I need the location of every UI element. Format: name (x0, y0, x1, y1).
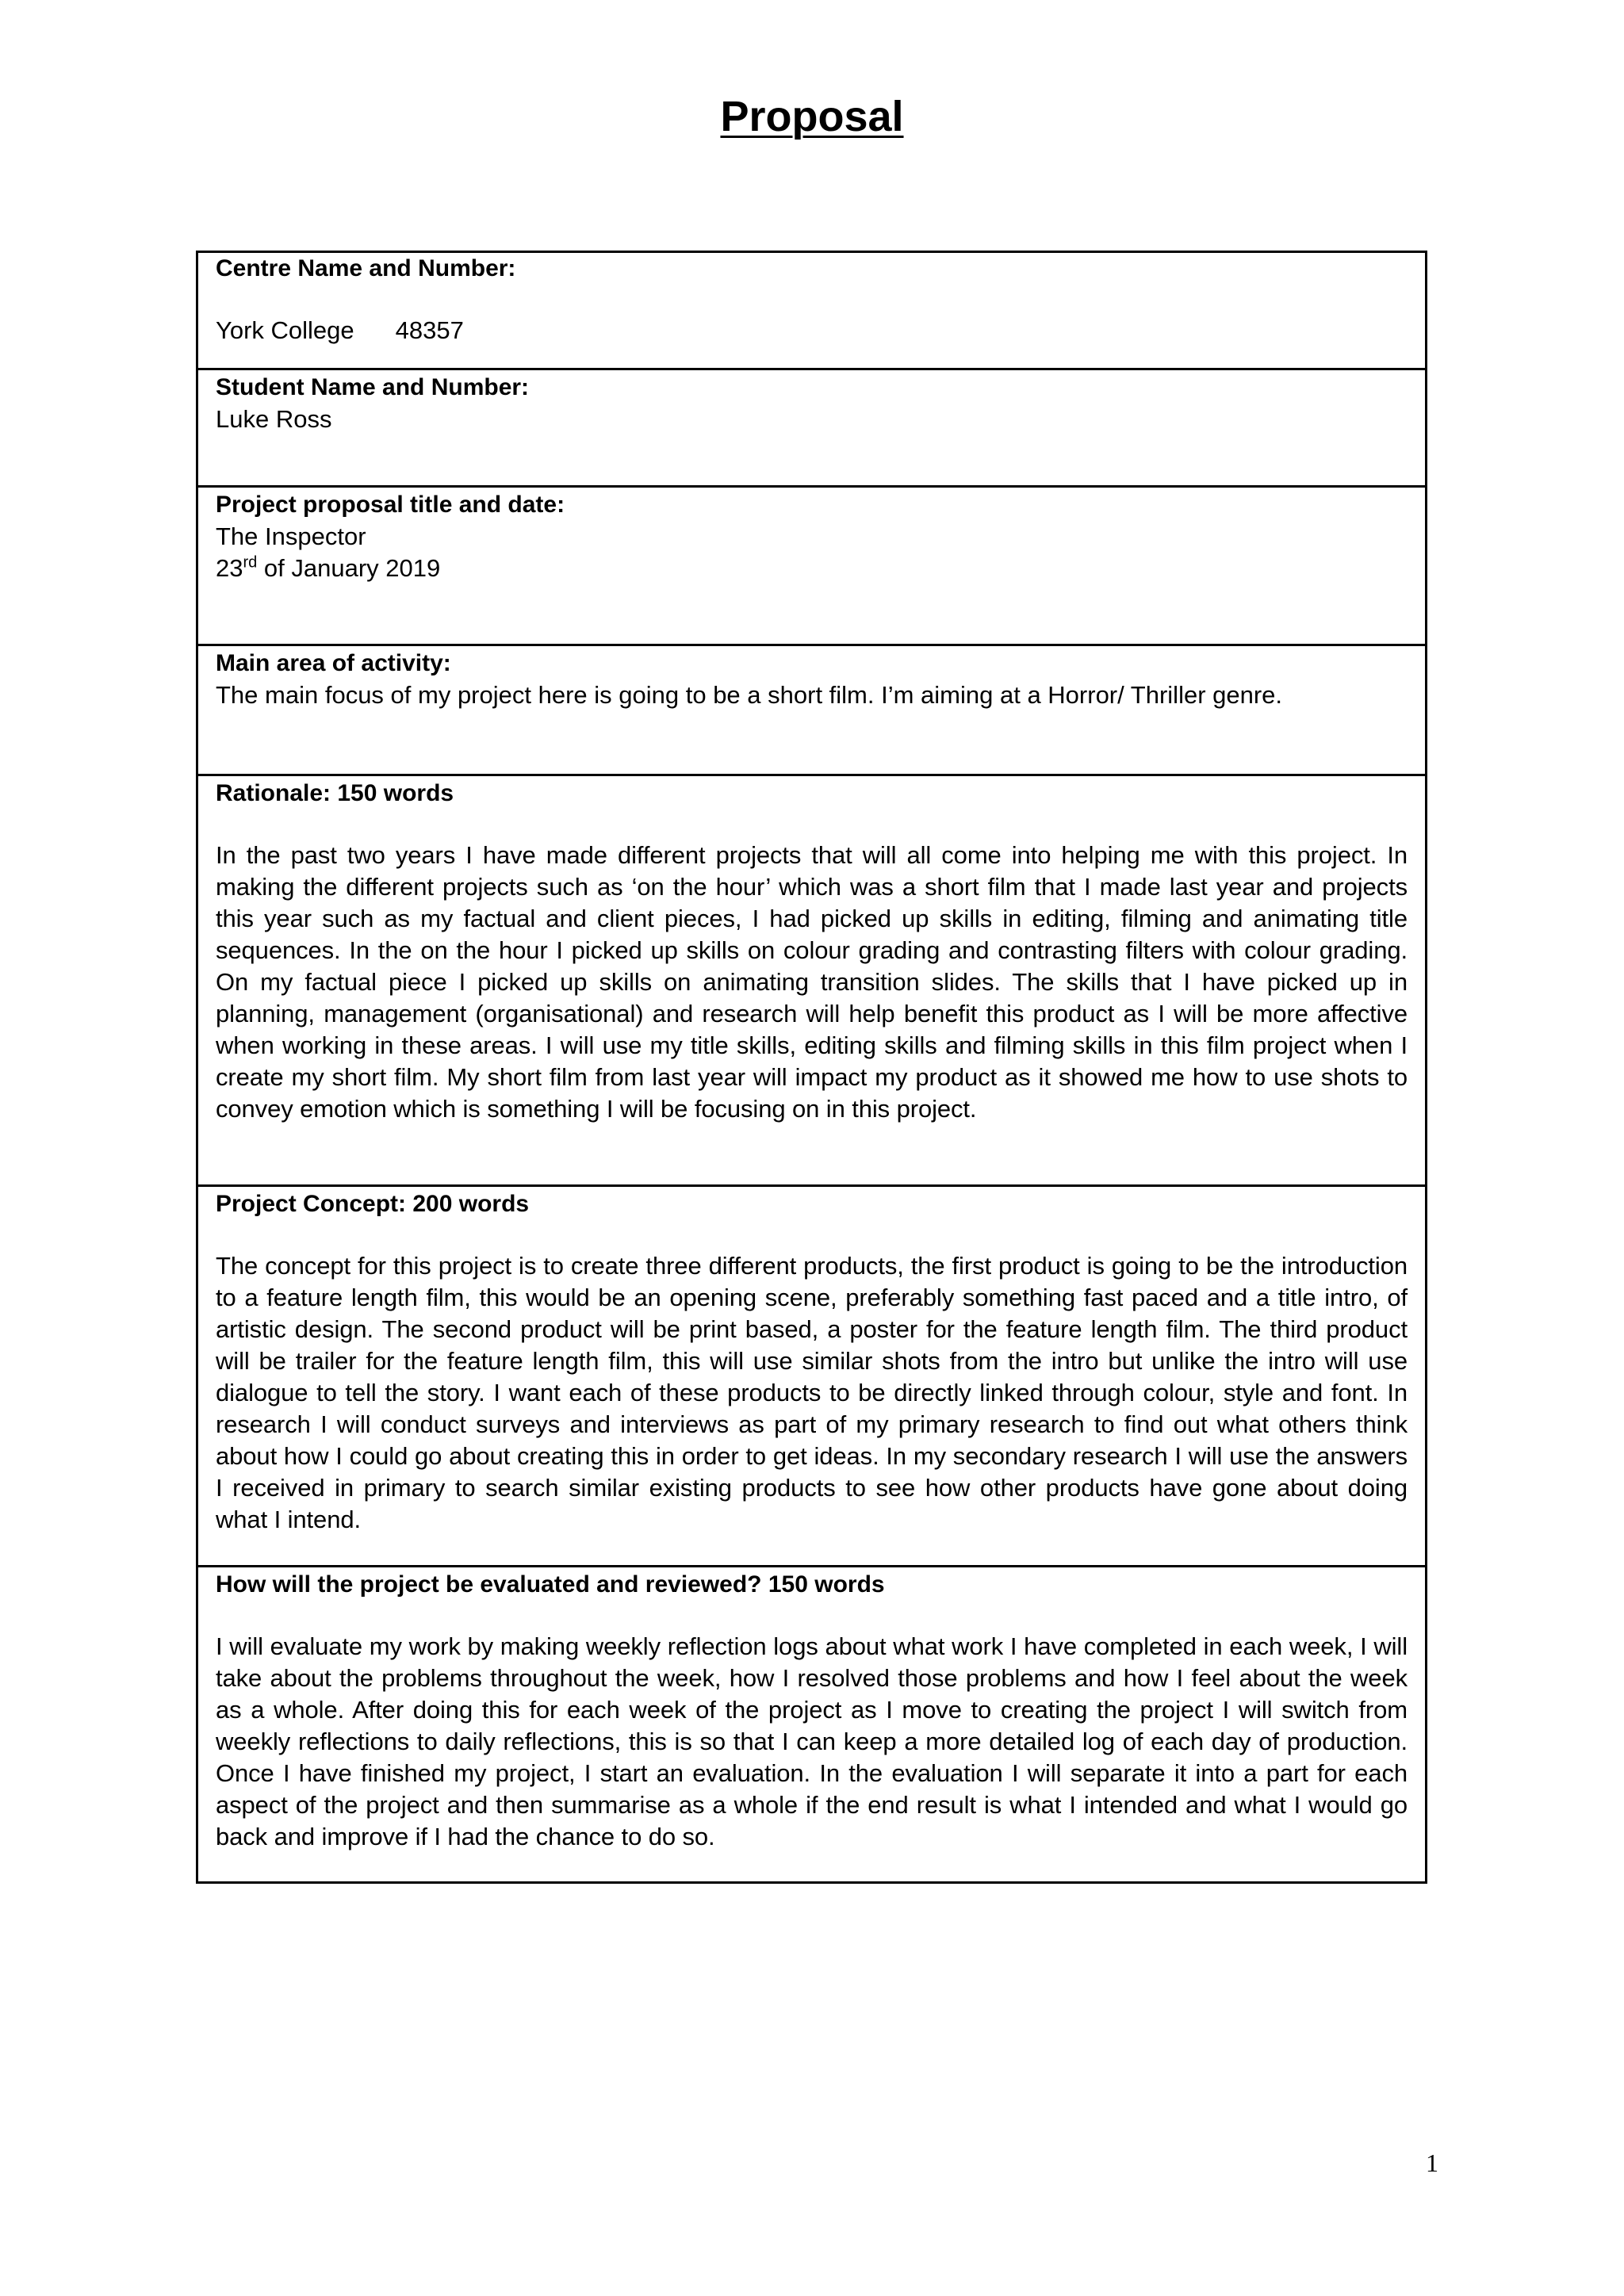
evaluation-label: How will the project be evaluated and reviewed? 150 words (216, 1571, 885, 1598)
main-area-text: The main focus of my project here is going to be a short film. I’m aiming at a Horror/ Thriller genre. (216, 681, 1283, 709)
main-area-label: Main area of activity: (216, 650, 451, 676)
project-date-rest: of January 2019 (257, 554, 441, 582)
student-section (198, 370, 1425, 488)
rationale-text: In the past two years I have made different projects that will all come into helping me with this project. In making the different projects such as ‘on the hour’ which was a short film that I made last year and projects this year such as my factual and client pieces, I had picked up skills in editing, filming and animating title sequences. In the on the hour I picked up skills on colour grading and contrasting filters with colour grading. On my factual piece I picked up skills on animating transition slides. The skills that I have picked up in planning, management (organisational) and research will help benefit this product as I will be more affective when working in these areas. I will use my title skills, editing skills and filming skills in this film project when I create my short film. My short film from last year will impact my product as it showed me how to use shots to convey emotion which is something I will be focusing on in this project. (216, 841, 1408, 1123)
evaluation-section (198, 1567, 1425, 1881)
document-title: Proposal (720, 93, 904, 140)
project-date (216, 553, 1408, 584)
main-area-section (198, 646, 1425, 776)
project-title-value: The Inspector (216, 522, 366, 550)
concept-text: The concept for this project is to create three different products, the first product is going to be the introduction to a feature length film, this would be an opening scene, preferably something fast paced and a title intro, of artistic design. The second product will be print based, a poster for the feature length film. The third product will be trailer for the feature length film, this will use similar shots from the intro but unlike the intro will use dialogue to tell the story. I want each of these products to be directly linked through colour, style and font. In research I will conduct surveys and interviews as part of my primary research to find out what others think about how I could go about creating this in order to get ideas. In my secondary research I will use the answers I received in primary to search similar existing products to see how other products have gone about doing what I intend. (216, 1252, 1408, 1533)
student-name: Luke Ross (216, 405, 332, 433)
rationale-label: Rationale: 150 words (216, 780, 454, 806)
centre-section (198, 253, 1425, 370)
centre-number: 48357 (395, 316, 464, 344)
centre-label: Centre Name and Number: (216, 255, 516, 281)
project-date-suffix: rd (243, 553, 258, 572)
evaluation-text: I will evaluate my work by making weekly reflection logs about what work I have completed in each week, I will take about the problems throughout the week, how I resolved those problems and how I feel about the week as a whole. After doing this for each week of the project as I move to creating the project I will switch from weekly reflections to daily reflections, this is so that I can keep a more detailed log of each day of production. Once I have finished my project, I start an evaluation. In the evaluation I will separate it into a part for each aspect of the project and then summarise as a whole if the end result is what I intended and what I would go back and improve if I had the chance to do so. (216, 1632, 1408, 1850)
rationale-section (198, 776, 1425, 1187)
page-number: 1 (1426, 2149, 1438, 2177)
student-label: Student Name and Number: (216, 374, 530, 400)
proposal-form-table (196, 251, 1427, 1884)
centre-value (216, 315, 1408, 346)
project-date-day: 23 (216, 554, 243, 582)
project-title-label: Project proposal title and date: (216, 492, 565, 518)
concept-label: Project Concept: 200 words (216, 1191, 530, 1217)
concept-section (198, 1187, 1425, 1567)
project-title-section (198, 488, 1425, 646)
centre-name: York College (216, 316, 354, 344)
